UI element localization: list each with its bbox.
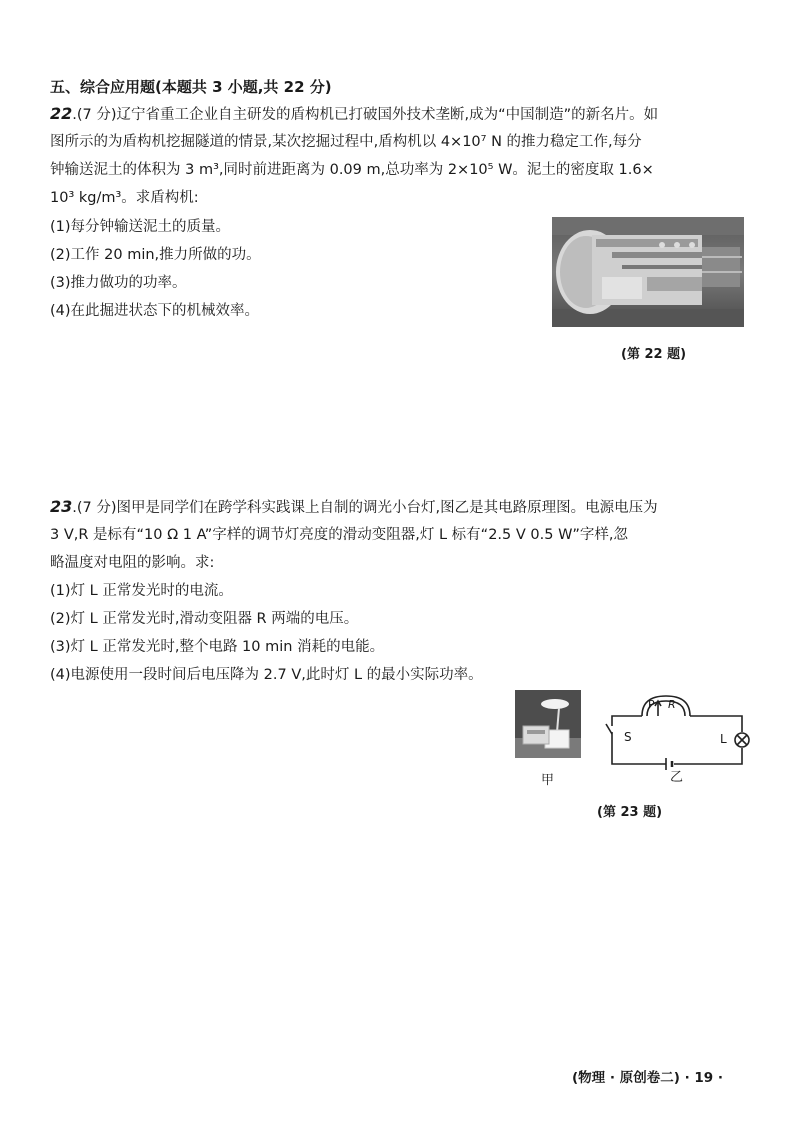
label-yi: 乙: [670, 770, 684, 785]
page-footer: (物理 · 原创卷二) · 19 ·: [572, 1070, 724, 1086]
q22-line-1: [50, 104, 658, 125]
section-heading: 五、综合应用题(本题共 3 小题,共 22 分): [50, 78, 332, 96]
q23-line-3: 略温度对电阻的影响。求:: [50, 555, 215, 571]
q23-sub-1: (1)灯 L 正常发光时的电流。: [50, 583, 233, 599]
circuit-label-r: R: [668, 698, 676, 711]
q22-sub-3: (3)推力做功的功率。: [50, 275, 187, 291]
q23-sub-3: (3)灯 L 正常发光时,整个电路 10 min 消耗的电能。: [50, 639, 385, 655]
circuit-label-l: L: [720, 732, 727, 746]
q23-sub-2: (2)灯 L 正常发光时,滑动变阻器 R 两端的电压。: [50, 611, 359, 627]
tunnel-boring-machine-photo: [552, 217, 744, 327]
q22-line-4: 10³ kg/m³。求盾构机:: [50, 190, 199, 206]
q22-sub-2: (2)工作 20 min,推力所做的功。: [50, 247, 261, 263]
q22-caption: (第 22 题): [621, 347, 687, 362]
q23-number: 23: [50, 497, 73, 516]
q23-line-2: 3 V,R 是标有“10 Ω 1 A”字样的调节灯亮度的滑动变阻器,灯 L 标有“2.5 V 0.5 W”字样,忽: [50, 527, 629, 543]
q22-number: 22: [50, 104, 73, 123]
q23-line-1: [50, 497, 658, 518]
q22-line-3: 钟输送泥土的体积为 3 m³,同时前进距离为 0.09 m,总功率为 2×10⁵ W。泥土的密度取 1.6×: [50, 162, 654, 178]
q22-sub-1: (1)每分钟输送泥土的质量。: [50, 219, 231, 235]
q22-text-1: .(7 分)辽宁省重工企业自主研发的盾构机已打破国外技术垄断,成为“中国制造”的新名片。如: [72, 107, 659, 123]
q23-text-1: .(7 分)图甲是同学们在跨学科实践课上自制的调光小台灯,图乙是其电路原理图。电源电压为: [72, 500, 658, 516]
q22-sub-4: (4)在此掘进状态下的机械效率。: [50, 303, 260, 319]
circuit-label-p: P: [648, 698, 655, 711]
desk-lamp-photo: [515, 690, 581, 758]
q23-sub-4: (4)电源使用一段时间后电压降为 2.7 V,此时灯 L 的最小实际功率。: [50, 667, 483, 683]
q22-line-2: 图所示的为盾构机挖掘隧道的情景,某次挖掘过程中,盾构机以 4×10⁷ N 的推力稳定工作,每分: [50, 134, 642, 150]
label-jia: 甲: [541, 773, 555, 788]
circuit-label-s: S: [624, 730, 632, 744]
q23-caption: (第 23 题): [597, 805, 663, 820]
